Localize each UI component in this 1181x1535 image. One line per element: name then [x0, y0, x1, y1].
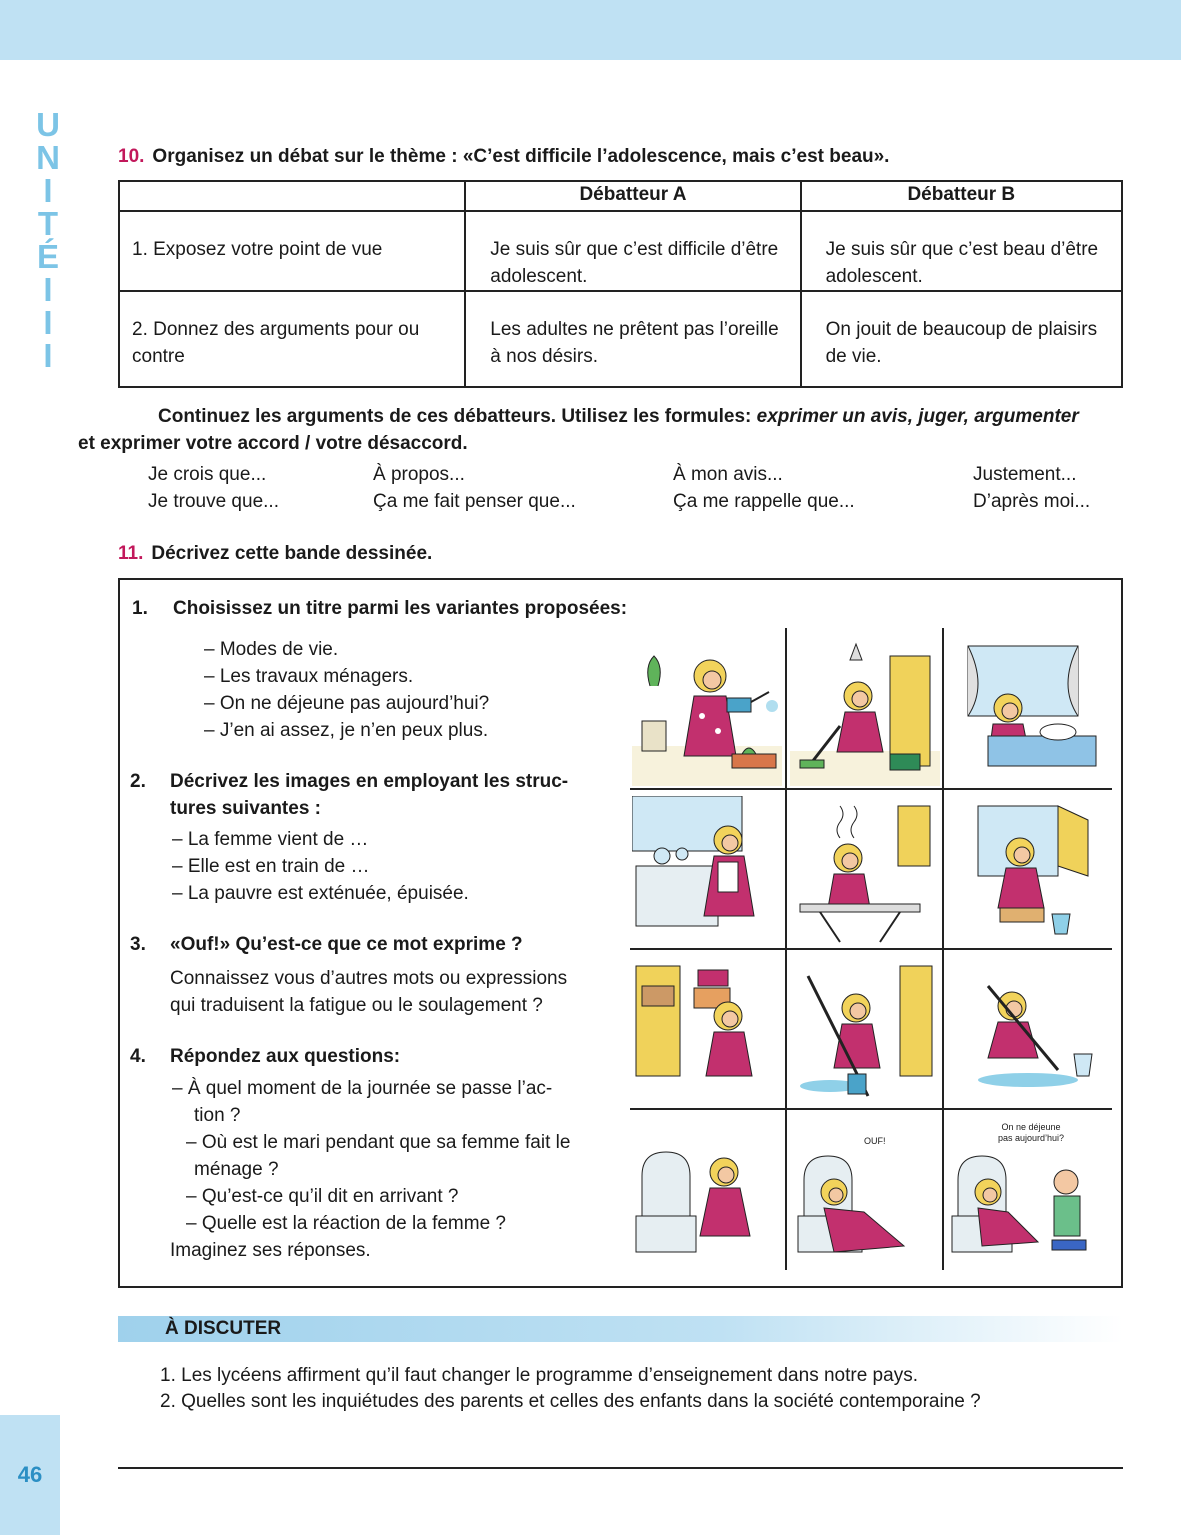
question-title-line: tures suivantes :	[170, 798, 321, 819]
list-item: Imaginez ses réponses.	[170, 1240, 371, 1261]
question-title: Choisissez un titre parmi les variantes proposées:	[173, 598, 628, 619]
debate-table	[118, 180, 1123, 388]
formula-item: Je crois que...	[148, 464, 267, 485]
panel-making-bed	[948, 636, 1098, 786]
table-row	[119, 211, 1122, 291]
footer-rule	[118, 1467, 1123, 1469]
list-item: – La femme vient de …	[172, 829, 369, 850]
speech-bubble-ouf: OUF!	[864, 1136, 886, 1146]
list-item: – Où est le mari pendant que sa femme fait le	[186, 1132, 571, 1153]
list-item: tion ?	[194, 1105, 241, 1126]
formula-column	[148, 461, 279, 515]
formula-item: Ça me rappelle que...	[673, 491, 855, 512]
unit-letter: I	[43, 337, 53, 374]
question-1	[132, 595, 632, 622]
header-band	[0, 0, 1181, 60]
comic-strip	[630, 628, 1112, 1270]
question-number: 4.	[130, 1046, 146, 1067]
panel-husband-arrives	[948, 1116, 1098, 1266]
panel-tired-armchair	[632, 1116, 782, 1266]
list-item: – La pauvre est exténuée, épuisée.	[172, 883, 469, 904]
structures-list	[172, 826, 469, 907]
list-item: ménage ?	[194, 1159, 279, 1180]
instruction-italic: exprimer un avis, juger, argumenter	[756, 406, 1079, 427]
formula-item: À propos...	[373, 464, 465, 485]
question-title: Répondez aux questions:	[170, 1046, 401, 1067]
unit-letter: É	[36, 238, 59, 275]
exercise-title-text: Organisez un débat sur le thème : «C’est difficile l’adolescence, mais c’est beau».	[152, 146, 890, 167]
question-number: 3.	[130, 934, 146, 955]
instruction-end: et exprimer votre accord / votre désaccord.	[78, 433, 468, 454]
questions-list	[172, 1075, 612, 1264]
discuss-item: 2. Quelles sont les inquiétudes des parents et celles des enfants dans la société contemporaine ?	[160, 1391, 981, 1412]
panel-washing-dishes	[632, 796, 782, 946]
panel-watering-plants	[632, 636, 782, 786]
unit-letter: I	[43, 172, 53, 209]
table-header	[119, 181, 465, 211]
panel-vacuuming	[790, 636, 940, 786]
unit-letter: N	[36, 139, 60, 176]
list-item: – J’en ai assez, je n’en peux plus.	[204, 720, 489, 741]
panel-ironing	[790, 796, 940, 946]
unit-vertical-label	[28, 108, 68, 372]
table-cell: Je suis sûr que c’est difficile d’être adolescent.	[465, 211, 800, 291]
table-cell: 1. Exposez votre point de vue	[119, 211, 465, 291]
table-cell: Je suis sûr que c’est beau d’être adolescent.	[801, 211, 1122, 291]
grid-line	[630, 788, 1112, 790]
table-header-row	[119, 181, 1122, 211]
table-cell: 2. Donnez des arguments pour ou contre	[119, 291, 465, 387]
formula-column	[973, 461, 1090, 515]
panel-collapsed-armchair	[790, 1116, 940, 1266]
formula-item: Ça me fait penser que...	[373, 491, 576, 512]
exercise-10-title	[118, 146, 889, 168]
panel-carrying-boxes	[632, 956, 782, 1106]
panel-mopping	[948, 956, 1098, 1106]
formula-item: Justement...	[973, 464, 1077, 485]
list-item: – Les travaux ménagers.	[204, 666, 414, 687]
formula-column	[373, 461, 576, 515]
discuss-title: À DISCUTER	[165, 1318, 282, 1339]
list-item: – On ne déjeune pas aujourd’hui?	[204, 693, 490, 714]
unit-letter: I	[43, 304, 53, 341]
title-options-list	[204, 636, 489, 744]
list-item: – Qu’est-ce qu’il dit en arrivant ?	[186, 1186, 459, 1207]
grid-line	[630, 948, 1112, 950]
text-line: qui traduisent la fatigue ou le soulagement ?	[170, 995, 543, 1016]
list-item: – Modes de vie.	[204, 639, 339, 660]
question-3-text	[170, 965, 567, 1019]
exercise-11-title	[118, 543, 432, 565]
unit-letter: U	[36, 106, 60, 143]
formula-item: À mon avis...	[673, 464, 783, 485]
instruction-paragraph	[78, 403, 1123, 457]
bubble-line: On ne déjeune	[1001, 1122, 1061, 1132]
list-item: – Elle est en train de …	[172, 856, 370, 877]
bubble-line: pas aujourd’hui?	[997, 1133, 1065, 1143]
instruction-bold: Continuez les arguments de ces débatteurs. Utilisez les formules:	[158, 406, 752, 427]
page-number: 46	[17, 1462, 43, 1487]
question-number: 2.	[130, 771, 146, 792]
list-item: – À quel moment de la journée se passe l’ac-	[172, 1078, 553, 1099]
question-title-line: Décrivez les images en employant les struc-	[170, 771, 569, 792]
text-line: Connaissez vous d’autres mots ou expressions	[170, 968, 568, 989]
formula-column	[673, 461, 855, 515]
question-2	[130, 768, 610, 822]
unit-letter: I	[43, 271, 53, 308]
exercise-number: 11.	[118, 543, 144, 564]
question-title: «Ouf!» Qu’est-ce que ce mot exprime ?	[170, 934, 523, 955]
grid-line	[630, 1108, 1112, 1110]
table-cell: Les adultes ne prêtent pas l’oreille à nos désirs.	[465, 291, 800, 387]
formula-item: Je trouve que...	[148, 491, 279, 512]
table-cell: On jouit de beaucoup de plaisirs de vie.	[801, 291, 1122, 387]
list-item: – Quelle est la réaction de la femme ?	[186, 1213, 507, 1234]
exercise-number: 10.	[118, 146, 145, 167]
exercise-title-text: Décrivez cette bande dessinée.	[151, 543, 433, 564]
formula-item: D’après moi...	[973, 491, 1091, 512]
discuss-item: 1. Les lycéens affirment qu’il faut changer le programme d’enseignement dans notre pays.	[160, 1365, 918, 1386]
table-row	[119, 291, 1122, 387]
question-4	[130, 1043, 610, 1070]
question-number: 1.	[132, 598, 148, 619]
question-3	[130, 931, 610, 958]
table-header: Débatteur A	[465, 181, 800, 211]
table-header: Débatteur B	[801, 181, 1122, 211]
panel-cleaning-window	[948, 796, 1098, 946]
panel-sweeping	[790, 956, 940, 1106]
unit-letter: T	[37, 205, 59, 242]
